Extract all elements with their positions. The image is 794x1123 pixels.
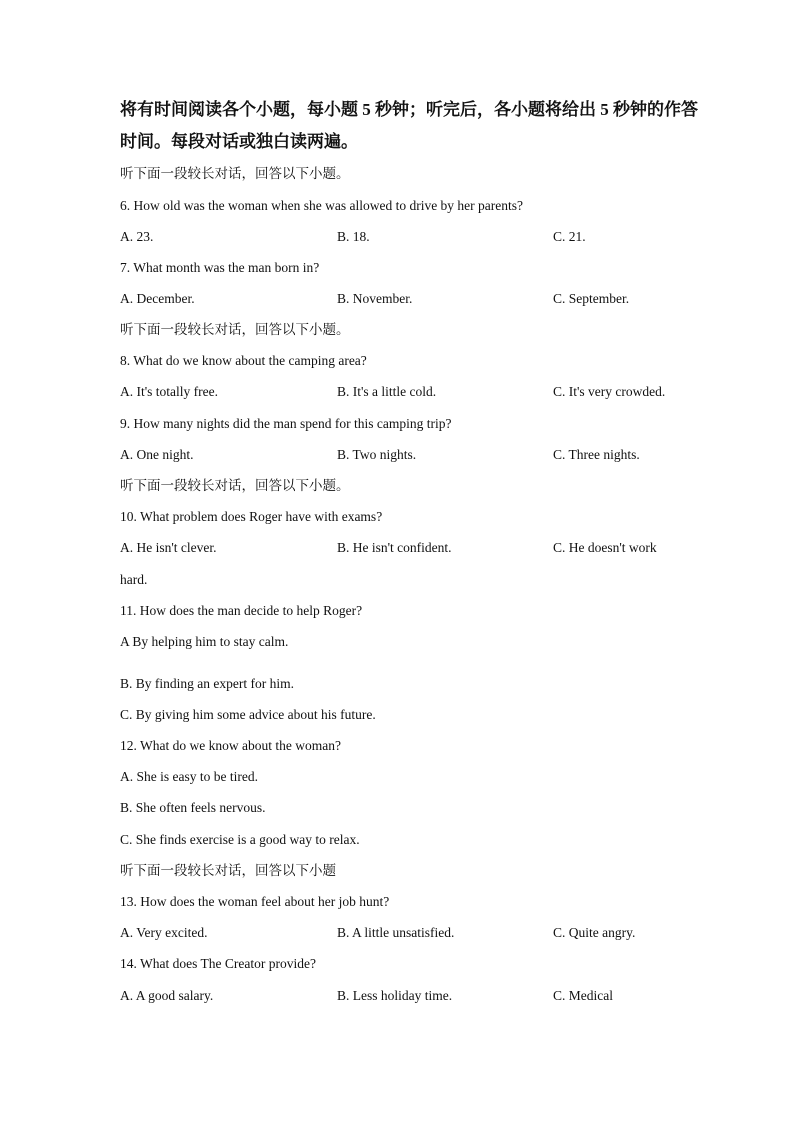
question-9-option-c: C. Three nights. bbox=[553, 447, 640, 462]
question-6-option-c: C. 21. bbox=[553, 229, 586, 244]
question-9: 9. How many nights did the man spend for this camping trip? bbox=[120, 416, 452, 431]
question-7-option-b: B. November. bbox=[337, 291, 413, 306]
question-10-option-b: B. He isn't confident. bbox=[337, 540, 452, 555]
question-7-option-a: A. December. bbox=[120, 291, 195, 306]
section-heading: 听下面一段较长对话，回答以下小题。 bbox=[120, 166, 350, 181]
question-11-option-a: A By helping him to stay calm. bbox=[120, 634, 289, 649]
question-14-option-c: C. Medical bbox=[553, 988, 613, 1003]
question-10-option-c-continued: hard. bbox=[120, 572, 148, 587]
question-10-option-c: C. He doesn't work bbox=[553, 540, 657, 555]
question-12-option-a: A. She is easy to be tired. bbox=[120, 769, 258, 784]
question-12: 12. What do we know about the woman? bbox=[120, 738, 341, 753]
question-6: 6. How old was the woman when she was allowed to drive by her parents? bbox=[120, 198, 524, 213]
question-14-option-b: B. Less holiday time. bbox=[337, 988, 453, 1003]
section-heading: 听下面一段较长对话，回答以下小题 bbox=[120, 863, 336, 878]
intro-line-1: 将有时间阅读各个小题，每小题 5 秒钟；听完后，各小题将给出 5 秒钟的作答 bbox=[120, 100, 698, 119]
question-7-option-c: C. September. bbox=[553, 291, 630, 306]
question-13: 13. How does the woman feel about her job hunt? bbox=[120, 894, 390, 909]
question-10-option-a: A. He isn't clever. bbox=[120, 540, 217, 555]
question-8-option-b: B. It's a little cold. bbox=[337, 384, 437, 399]
question-11-option-c: C. By giving him some advice about his future. bbox=[120, 707, 376, 722]
question-11: 11. How does the man decide to help Roger? bbox=[120, 603, 363, 618]
question-6-option-b: B. 18. bbox=[337, 229, 370, 244]
intro-line-2: 时间。每段对话或独白读两遍。 bbox=[120, 132, 358, 151]
section-heading: 听下面一段较长对话，回答以下小题。 bbox=[120, 478, 350, 493]
section-heading: 听下面一段较长对话，回答以下小题。 bbox=[120, 322, 350, 337]
question-13-option-a: A. Very excited. bbox=[120, 925, 208, 940]
question-14: 14. What does The Creator provide? bbox=[120, 956, 316, 971]
question-7: 7. What month was the man born in? bbox=[120, 260, 320, 275]
question-8: 8. What do we know about the camping area? bbox=[120, 353, 367, 368]
question-14-option-a: A. A good salary. bbox=[120, 988, 214, 1003]
question-12-option-c: C. She finds exercise is a good way to relax. bbox=[120, 832, 360, 847]
question-12-option-b: B. She often feels nervous. bbox=[120, 800, 266, 815]
question-13-option-b: B. A little unsatisfied. bbox=[337, 925, 455, 940]
question-13-option-c: C. Quite angry. bbox=[553, 925, 636, 940]
question-11-option-b: B. By finding an expert for him. bbox=[120, 676, 294, 691]
question-8-option-a: A. It's totally free. bbox=[120, 384, 219, 399]
question-6-option-a: A. 23. bbox=[120, 229, 154, 244]
question-8-option-c: C. It's very crowded. bbox=[553, 384, 666, 399]
question-9-option-b: B. Two nights. bbox=[337, 447, 417, 462]
question-9-option-a: A. One night. bbox=[120, 447, 194, 462]
question-10: 10. What problem does Roger have with exams? bbox=[120, 509, 383, 524]
